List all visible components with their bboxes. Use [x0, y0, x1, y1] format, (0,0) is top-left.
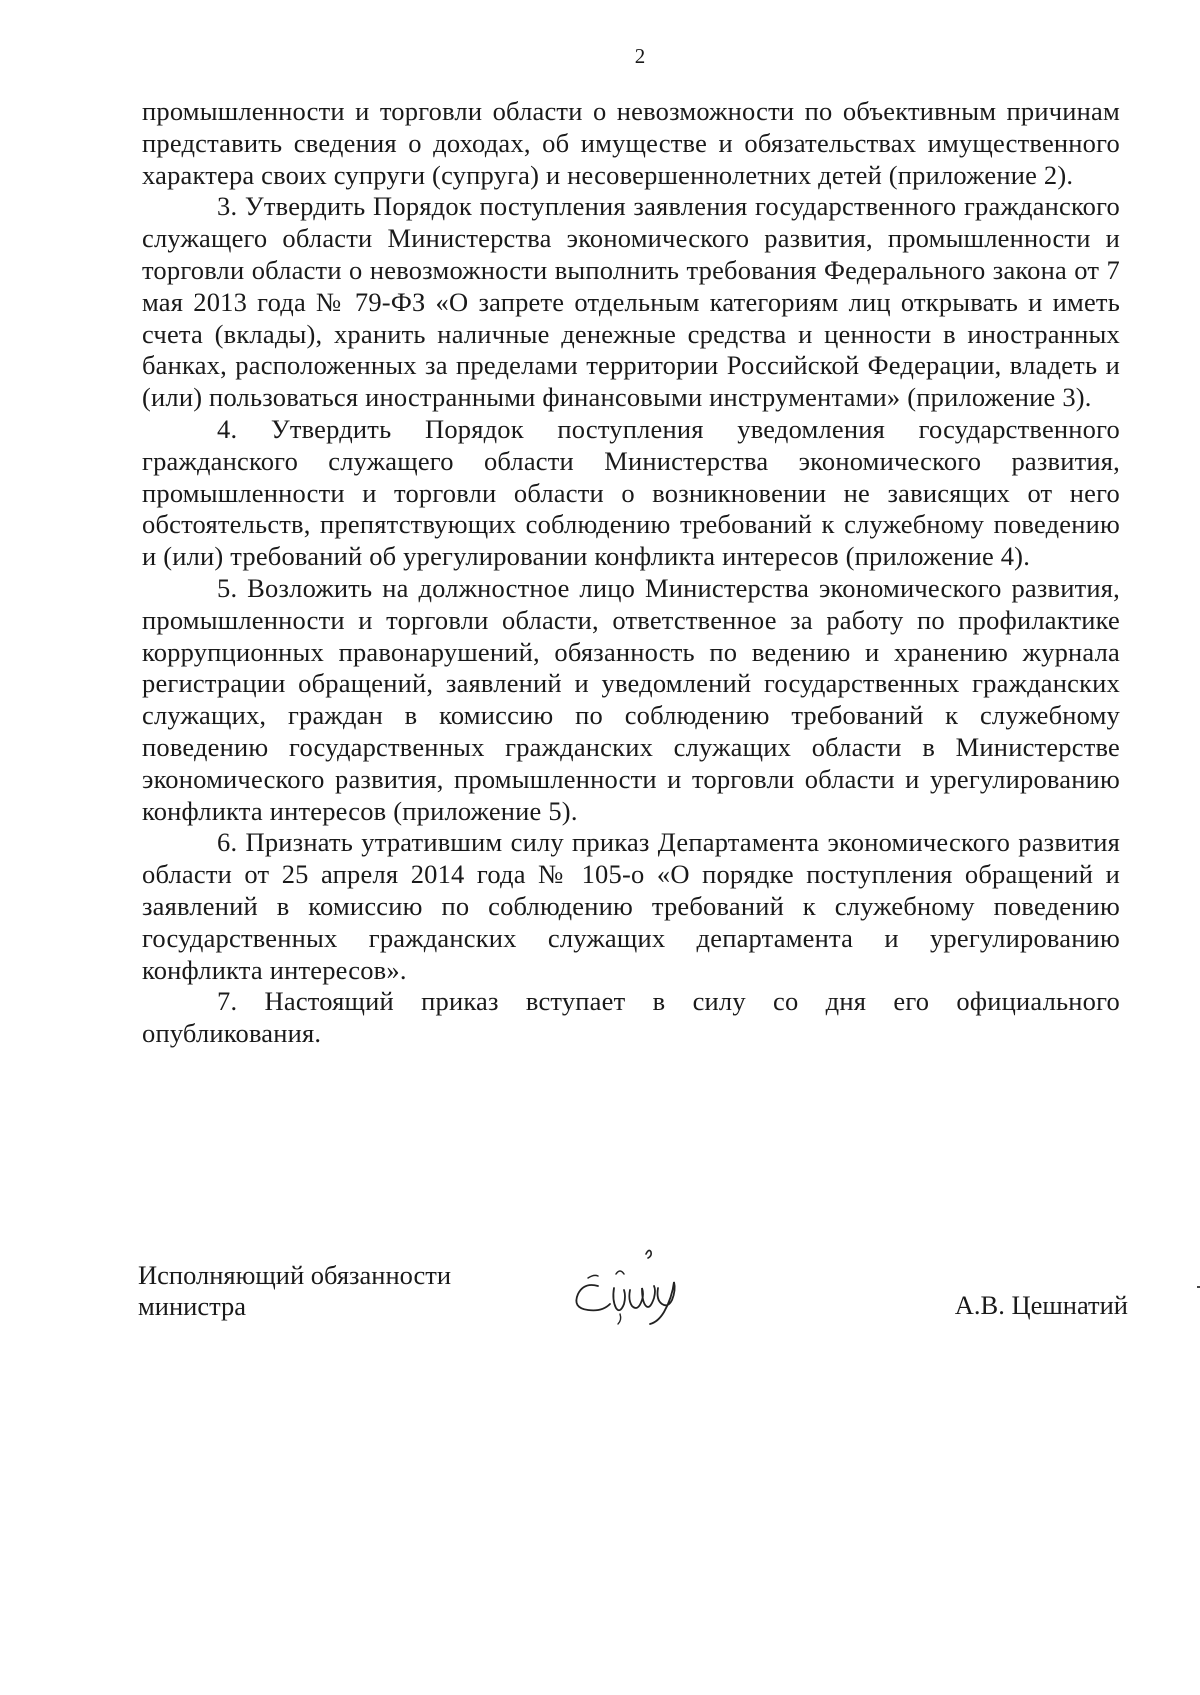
page-number: 2 — [634, 44, 646, 68]
paragraph-item-7: 7. Настоящий приказ вступает в силу со дня его официального опубликования. — [142, 986, 1120, 1049]
paragraph-item-4: 4. Утвердить Порядок поступления уведомления государственного гражданского служащего области Министерства экономического развития, промышленности и торговли области о возникновении не зависящих от него обстоятельств, препятствующих соблюдению требований к служебному поведению и (или) требований об урегулировании конфликта интересов (приложение 4). — [142, 413, 1120, 572]
signer-name: А.В. Цешнатий — [954, 1290, 1128, 1320]
signer-title — [138, 1260, 538, 1322]
document-body — [142, 96, 1120, 1050]
handwritten-signature — [558, 1244, 718, 1334]
paragraph-item-3: 3. Утвердить Порядок поступления заявления государственного гражданского служащего области Министерства экономического развития, промышленности и торговли области о невозможности выполнить требования Федерального закона от 7 мая 2013 года № 79-ФЗ «О запрете отдельным категориям лиц открывать и иметь счета (вклады), хранить наличные денежные средства и ценности в иностранных банках, расположенных за пределами территории Российской Федерации, владеть и (или) пользоваться иностранными финансовыми инструментами» (приложение 3). — [142, 191, 1120, 413]
signer-title-line-1: Исполняющий обязанности — [138, 1260, 452, 1290]
signer-title-line-2: министра — [138, 1291, 246, 1321]
paragraph-continuation: промышленности и торговли области о невозможности по объективным причинам представить сведения о доходах, об имуществе и обязательствах имущественного характера своих супруги (супруга) и несовершеннолетних детей (приложение 2). — [142, 96, 1120, 190]
paragraph-item-6: 6. Признать утратившим силу приказ Департамента экономического развития области от 25 апреля 2014 года № 105-о «О порядке поступления обращений и заявлений в комиссию по соблюдению требований к служебному поведению государственных гражданских служащих департамента и урегулированию конфликта интересов». — [142, 827, 1120, 985]
signature-block — [138, 1260, 1128, 1390]
paragraph-item-5: 5. Возложить на должностное лицо Министерства экономического развития, промышленности и торговли области, ответственное за работу по профилактике коррупционных правонарушений, обязанность по ведению и хранению журнала регистрации обращений, заявлений и уведомлений государственных гражданских служащих, граждан в комиссию по соблюдению требований к служебному поведению государственных гражданских служащих области в Министерстве экономического развития, промышленности и торговли области и урегулированию конфликта интересов (приложение 5). — [142, 572, 1120, 826]
